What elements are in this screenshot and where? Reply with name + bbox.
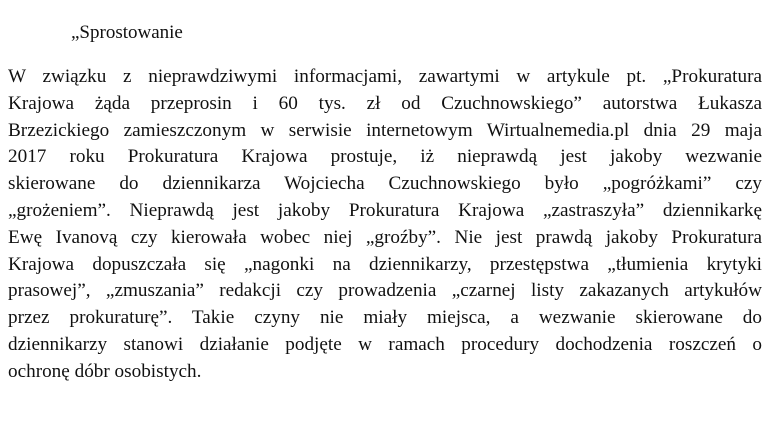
body-line-11: dziennikarzy stanowi działanie podjęte w ramach procedury dochodzenia roszczeń o [8,333,762,355]
document-title: „Sprostowanie [71,22,183,43]
body-line-2: Krajowa żąda przeprosin i 60 tys. zł od Czuchnowskiego” autorstwa Łukasza [8,92,762,114]
body-line-6: „grożeniem”. Nieprawdą jest jakoby Prokuratura Krajowa „zastraszyła” dziennikarkę [8,199,762,221]
body-line-10: przez prokuraturę”. Takie czyny nie miały miejsca, a wezwanie skierowane do [8,307,762,329]
body-line-8: Krajowa dopuszczała się „nagonki na dziennikarzy, przestępstwa „tłumienia krytyki [8,253,762,275]
body-line-7: Ewę Ivanovą czy kierowała wobec niej „groźby”. Nie jest prawdą jakoby Prokuratura [8,226,762,248]
document-body [8,64,762,386]
body-line-12: ochronę dóbr osobistych. [8,360,202,382]
body-line-4: 2017 roku Prokuratura Krajowa prostuje, iż nieprawdą jest jakoby wezwanie [8,146,762,168]
body-line-9: prasowej”, „zmuszania” redakcji czy prowadzenia „czarnej listy zakazanych artykułów [8,280,762,302]
body-line-5: skierowane do dziennikarza Wojciecha Czuchnowskiego było „pogróżkami” czy [8,173,762,195]
body-line-1: W związku z nieprawdziwymi informacjami, zawartymi w artykule pt. „Prokuratura [8,66,762,87]
body-line-3: Brzezickiego zamieszczonym w serwisie internetowym Wirtualnemedia.pl dnia 29 maja [8,119,762,141]
